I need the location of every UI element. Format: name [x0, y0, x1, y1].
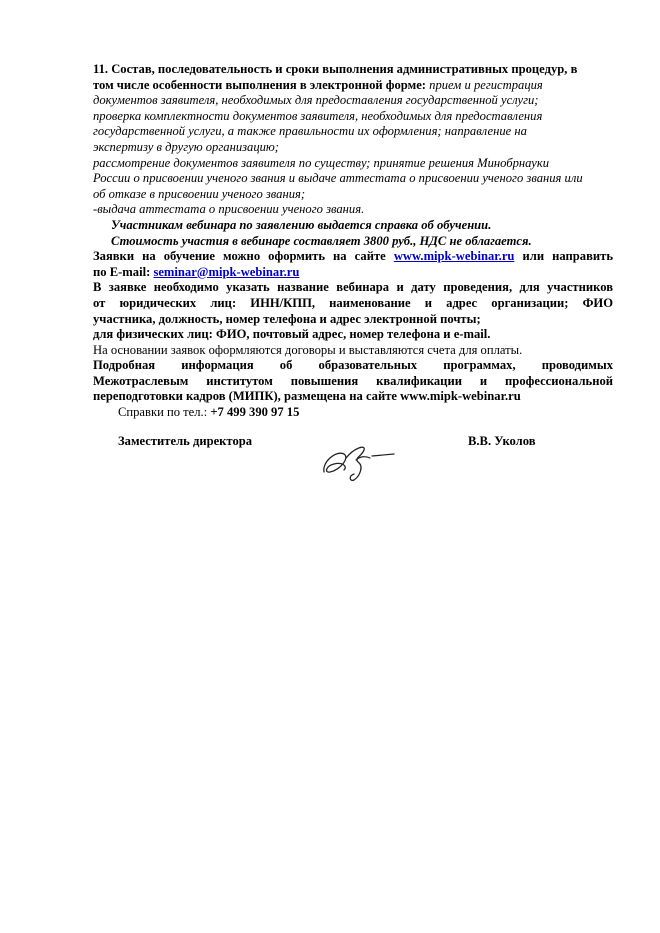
certificate-note: Участникам вебинара по заявлению выдается справка об обучении.	[111, 217, 492, 232]
requirements-line-1: В заявке необходимо указать название вебинара и дату проведения, для участников	[93, 280, 613, 295]
procedure-line: рассмотрение документов заявителя по существу; принятие решения Минобрнауки	[93, 155, 550, 170]
procedure-step: прием и регистрация	[429, 77, 543, 92]
section-heading-line-1: 11. Состав, последовательность и сроки выполнения административных процедур, в	[93, 62, 578, 76]
procedure-line: об отказе в присвоении ученого звания;	[93, 186, 306, 201]
requirements-line-3: участника, должность, номер телефона и адрес электронной почты;	[93, 311, 481, 326]
requirements-line-4: для физических лиц: ФИО, почтовый адрес, номер телефона и e-mail.	[93, 327, 491, 342]
procedure-line: государственной услуги, а также правильности их оформления; направление на	[93, 124, 527, 139]
procedure-line: документов заявителя, необходимых для предоставления государственной услуги;	[93, 93, 539, 108]
document-body	[93, 62, 613, 421]
requirements-line-2: от юридических лиц: ИНН/КПП, наименование и адрес организации; ФИО	[93, 295, 613, 310]
apply-text: Заявки на обучение можно оформить на сайте	[93, 249, 386, 264]
email-link[interactable]: seminar@mipk-webinar.ru	[153, 264, 300, 279]
info-line-3: переподготовки кадров (МИПК), размещена на сайте www.mipk-webinar.ru	[93, 389, 521, 404]
contracts-note: На основании заявок оформляются договоры и выставляются счета для оплаты.	[93, 342, 523, 357]
procedure-line: России о присвоении ученого звания и выдаче аттестата о присвоении ученого звания или	[93, 171, 583, 186]
signature-block	[118, 434, 578, 484]
site-link[interactable]: www.mipk-webinar.ru	[393, 249, 515, 264]
price-note: Стоимость участия в вебинаре составляет 3800 руб., НДС не облагается.	[111, 233, 532, 248]
section-heading-tail: том числе особенности выполнения в электронной форме:	[93, 77, 426, 92]
section-heading-line-2	[93, 78, 613, 94]
apply-line	[93, 249, 613, 265]
phone-label: Справки по тел.:	[118, 405, 208, 420]
procedure-line: проверка комплектности документов заявителя, необходимых для предоставления	[93, 108, 543, 123]
email-label: по E-mail:	[93, 264, 151, 279]
info-line-1: Подробная информация об образовательных программах, проводимых	[93, 358, 613, 373]
apply-text-after: или направить	[522, 249, 613, 264]
email-line	[93, 265, 613, 281]
phone-line	[93, 405, 613, 421]
handwritten-signature	[320, 436, 398, 482]
info-line-2: Межотраслевым институтом повышения квалификации и профессиональной	[93, 373, 613, 388]
signatory-position: Заместитель директора	[118, 434, 253, 448]
procedure-line: -выдача аттестата о присвоении ученого звания.	[93, 202, 365, 217]
phone-number: +7 499 390 97 15	[210, 405, 300, 420]
procedure-line: экспертизу в другую организацию;	[93, 139, 279, 154]
signatory-name: В.В. Уколов	[468, 434, 536, 448]
